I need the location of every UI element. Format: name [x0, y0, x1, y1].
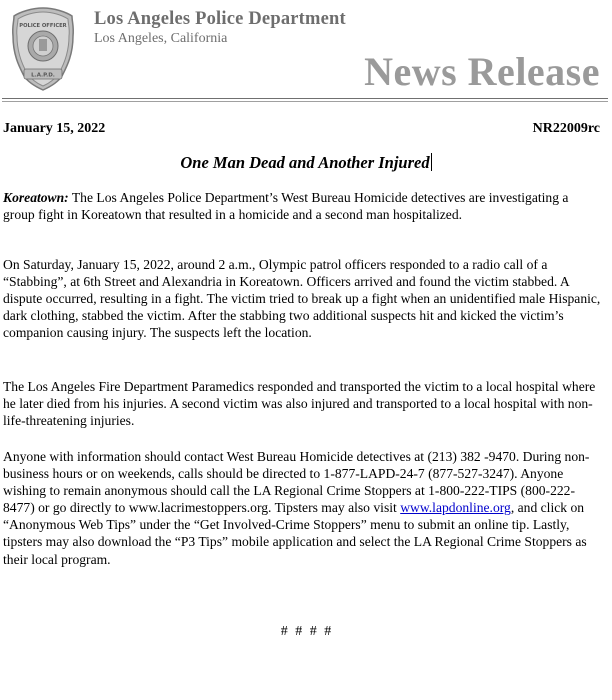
paragraph-intro-text: The Los Angeles Police Department’s West Bureau Homicide detectives are investigating a group fight in Koreatown that resulted in a homicide and a second man hospitalized. — [3, 190, 569, 223]
paragraph-paramedics: The Los Angeles Fire Department Paramedics responded and transported the victim to a local hospital where he later died from his injuries. A second victim was also injured and transported to a local hospital with non-life-threatening injuries. — [3, 379, 596, 429]
paragraph-contact — [3, 448, 603, 568]
contact-text-after-link: , and click on “Anonymous Web Tips” under the “Get Involved-Crime Stoppers” menu to submit an online tip. Lastly, tipsters may also download the “P3 Tips” mobile application and select the LA Regional Crime Stoppers as their local program. — [3, 500, 587, 567]
location-label: Koreatown: — [3, 190, 69, 205]
header-divider — [2, 98, 608, 99]
department-city: Los Angeles, California — [94, 31, 228, 46]
release-number: NR22009rc — [532, 121, 600, 136]
badge-bottom-text: L.A.P.D. — [31, 72, 55, 79]
end-mark: # # # # — [280, 624, 332, 639]
department-name: Los Angeles Police Department — [94, 9, 346, 29]
headline — [0, 153, 612, 173]
badge-top-text: POLICE OFFICER — [19, 23, 67, 29]
news-release-title: News Release — [364, 49, 600, 94]
paragraph-incident: On Saturday, January 15, 2022, around 2 a.m., Olympic patrol officers responded to a radio call of a “Stabbing”, at 6th Street and Alexandria in Koreatown. Officers arrived and found the victim stabbed. A dispute occurred, resulting in a fight. The victim tried to break up a fight when an unidentified male Hispanic, dark clothing, stabbed the victim. After the stabbing two additional suspects hit and kicked the victim’s companion causing injury. The suspects left the location. — [3, 257, 601, 341]
lapd-badge-logo — [10, 6, 76, 92]
header-divider-secondary — [2, 101, 608, 102]
headline-text: One Man Dead and Another Injured — [180, 153, 430, 172]
release-date: January 15, 2022 — [3, 121, 106, 136]
contact-text-before-link: Anyone with information should contact West Bureau Homicide detectives at (213) 382 -9470. During non-business hours or on weekends, calls should be directed to 1-877-LAPD-24-7 (877-527-3247). Anyone wishing to remain anonymous should call the LA Regional Crime Stoppers at 1-800-222-TIPS (800-222-8477) or go directly to www.lacrimestoppers.org. Tipsters may also visit — [3, 449, 590, 516]
lapdonline-link[interactable]: www.lapdonline.org — [400, 500, 511, 516]
text-cursor — [431, 153, 432, 171]
paragraph-intro — [3, 189, 603, 223]
